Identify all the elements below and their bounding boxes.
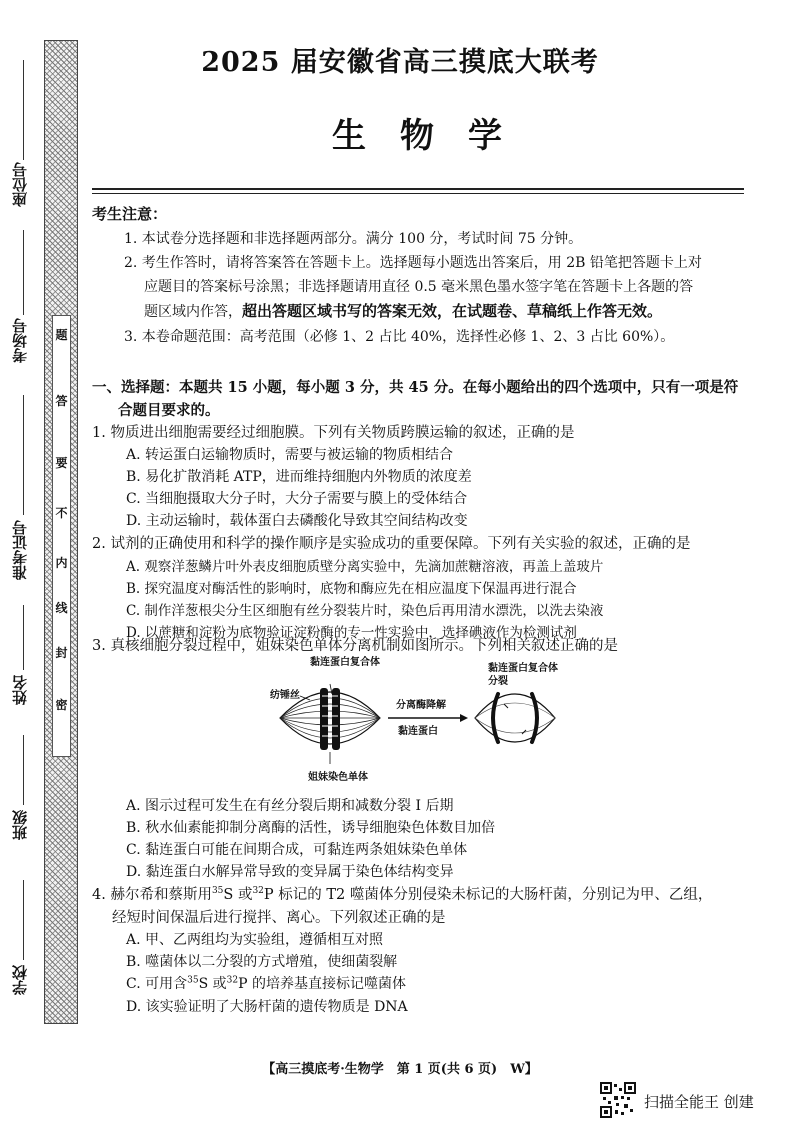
q4-c-p-mass: 32 (226, 975, 239, 986)
exam-room-label: 考场号 (11, 318, 29, 363)
fig-label-arrow-2: 黏连蛋白 (398, 726, 438, 737)
fig-label-arrow-1: 分离酶降解 (396, 700, 446, 711)
seal-char: 要 (55, 456, 68, 470)
fig-label-spindle: 纺锤丝 (270, 690, 300, 701)
q1-option-c: C. 当细胞摄取大分子时，大分子需要与膜上的受体结合 (126, 491, 468, 507)
q2-option-b: B. 探究温度对酶活性的影响时，底物和酶应先在相应温度下保温再进行混合 (126, 581, 577, 597)
q4-c-part: P 的培养基直接标记噬菌体 (238, 976, 406, 992)
seal-char: 线 (55, 601, 68, 615)
question-1-stem: 1. 物质进出细胞需要经过细胞膜。下列有关物质跨膜运输的叙述，正确的是 (92, 425, 575, 441)
name-underline (23, 605, 24, 670)
q4-stem-part: 4. 赫尔希和蔡斯用 (92, 887, 212, 903)
notice-heading: 考生注意： (92, 205, 168, 223)
q4-option-b: B. 噬菌体以二分裂的方式增殖，使细菌裂解 (126, 954, 398, 970)
seal-char: 内 (55, 556, 68, 570)
seal-line-box (52, 315, 71, 757)
notice-item-part: 题区域内作答， (144, 304, 242, 320)
school-underline (23, 880, 24, 960)
q1-option-b: B. 易化扩散消耗 ATP，进而维持细胞内外物质的浓度差 (126, 469, 472, 485)
page-footer: 【高三摸底考·生物学 第 1 页(共 6 页) W】 (262, 1062, 538, 1077)
q1-option-d: D. 主动运输时，载体蛋白去磷酸化导致其空间结构改变 (126, 513, 468, 529)
notice-item: 2. 考生作答时，请将答案答在答题卡上。选择题每小题选出答案后，用 2B 铅笔把答题卡上对 (124, 255, 702, 271)
q4-c-part: C. 可用含 (126, 976, 188, 992)
q3-option-c: C. 黏连蛋白可能在间期合成，可黏连两条姐妹染色单体 (126, 842, 468, 858)
q1-option-a: A. 转运蛋白运输物质时，需要与被运输的物质相结合 (126, 447, 454, 463)
q4-option-c (126, 973, 406, 993)
q3-option-d: D. 黏连蛋白水解异常导致的变异属于染色体结构变异 (126, 864, 454, 880)
exam-title: 2025 届安徽省高三摸底大联考 (201, 47, 599, 78)
seal-char: 不 (55, 506, 68, 520)
qr-code-icon (600, 1082, 636, 1118)
class-label: 班级 (11, 810, 29, 840)
section-heading: 一、选择题：本题共 15 小题，每小题 3 分，共 45 分。在每小题给出的四个选项中，只有一项是符 (92, 379, 739, 396)
seal-char: 题 (55, 328, 68, 342)
q3-option-a: A. 图示过程可发生在有丝分裂后期和减数分裂 Ⅰ 后期 (126, 798, 454, 814)
q4-option-d: D. 该实验证明了大肠杆菌的遗传物质是 DNA (126, 999, 408, 1015)
scanner-watermark: 扫描全能王 创建 (644, 1093, 754, 1111)
q3-option-b: B. 秋水仙素能抑制分离酶的活性，诱导细胞染色体数目加倍 (126, 820, 496, 836)
fig-label-sister-chromatid: 姐妹染色单体 (308, 772, 368, 783)
question-2-stem: 2. 试剂的正确使用和科学的操作顺序是实验成功的重要保障。下列有关实验的叙述，正确的是 (92, 536, 691, 552)
question-3-stem: 3. 真核细胞分裂过程中，姐妹染色单体分离机制如图所示。下列相关叙述正确的是 (92, 638, 618, 654)
question-4-stem (92, 883, 712, 904)
notice-warning: 超出答题区域书写的答案无效，在试题卷、草稿纸上作答无效。 (242, 302, 663, 320)
seal-char: 封 (55, 646, 68, 660)
q4-p-mass: 32 (252, 886, 264, 897)
admission-underline (23, 395, 24, 515)
q4-c-s-elem: S 或 (198, 976, 227, 992)
admission-label: 准考证号 (11, 520, 29, 580)
notice-item: 应题目的答案标号涂黑；非选择题请用直径 0.5 毫米黑色墨水签字笔在答题卡上各题的答 (144, 279, 694, 295)
section-heading-2: 合题目要求的。 (118, 402, 220, 419)
q4-stem-part: P 标记的 T2 噬菌体分别侵染未标记的大肠杆菌，分别记为甲、乙组， (263, 887, 713, 903)
chromatid-separation-figure (270, 656, 570, 784)
double-rule-top (92, 188, 744, 190)
notice-item: 1. 本试卷分选择题和非选择题两部分。满分 100 分，考试时间 75 分钟。 (124, 231, 583, 247)
double-rule-bottom (92, 193, 744, 194)
notice-item: 3. 本卷命题范围：高考范围（必修 1、2 占比 40%，选择性必修 1、2、3 占比 60%）。 (124, 329, 675, 345)
question-4-stem-2: 经短时间保温后进行搅拌、离心。下列叙述正确的是 (112, 910, 446, 926)
school-label: 学校 (11, 965, 29, 995)
q2-option-a: A. 观察洋葱鳞片叶外表皮细胞质壁分离实验中，先滴加蔗糖溶液，再盖上盖玻片 (126, 559, 604, 575)
seat-label: 座位号 (11, 162, 29, 207)
fig-label-cohesin-split: 黏连蛋白复合体分裂 (488, 663, 558, 687)
q2-option-d: D. 以蔗糖和淀粉为底物验证淀粉酶的专一性实验中，选择碘液作为检测试剂 (126, 625, 577, 641)
notice-item (144, 300, 662, 321)
q2-option-c: C. 制作洋葱根尖分生区细胞有丝分裂装片时，染色后再用清水漂洗，以洗去染液 (126, 603, 604, 619)
seal-char: 答 (55, 394, 68, 408)
q4-s-mass: 35 (211, 886, 224, 897)
seal-char: 密 (55, 698, 68, 712)
class-underline (23, 735, 24, 805)
q4-s-elem: S 或 (223, 887, 253, 903)
name-label: 姓名 (11, 675, 29, 705)
q4-c-s-mass: 35 (187, 975, 199, 986)
room-underline (23, 230, 24, 315)
q4-option-a: A. 甲、乙两组均为实验组，遵循相互对照 (126, 932, 384, 948)
subject-title: 生物学 (332, 116, 536, 156)
fig-label-cohesin-complex: 黏连蛋白复合体 (310, 657, 380, 668)
